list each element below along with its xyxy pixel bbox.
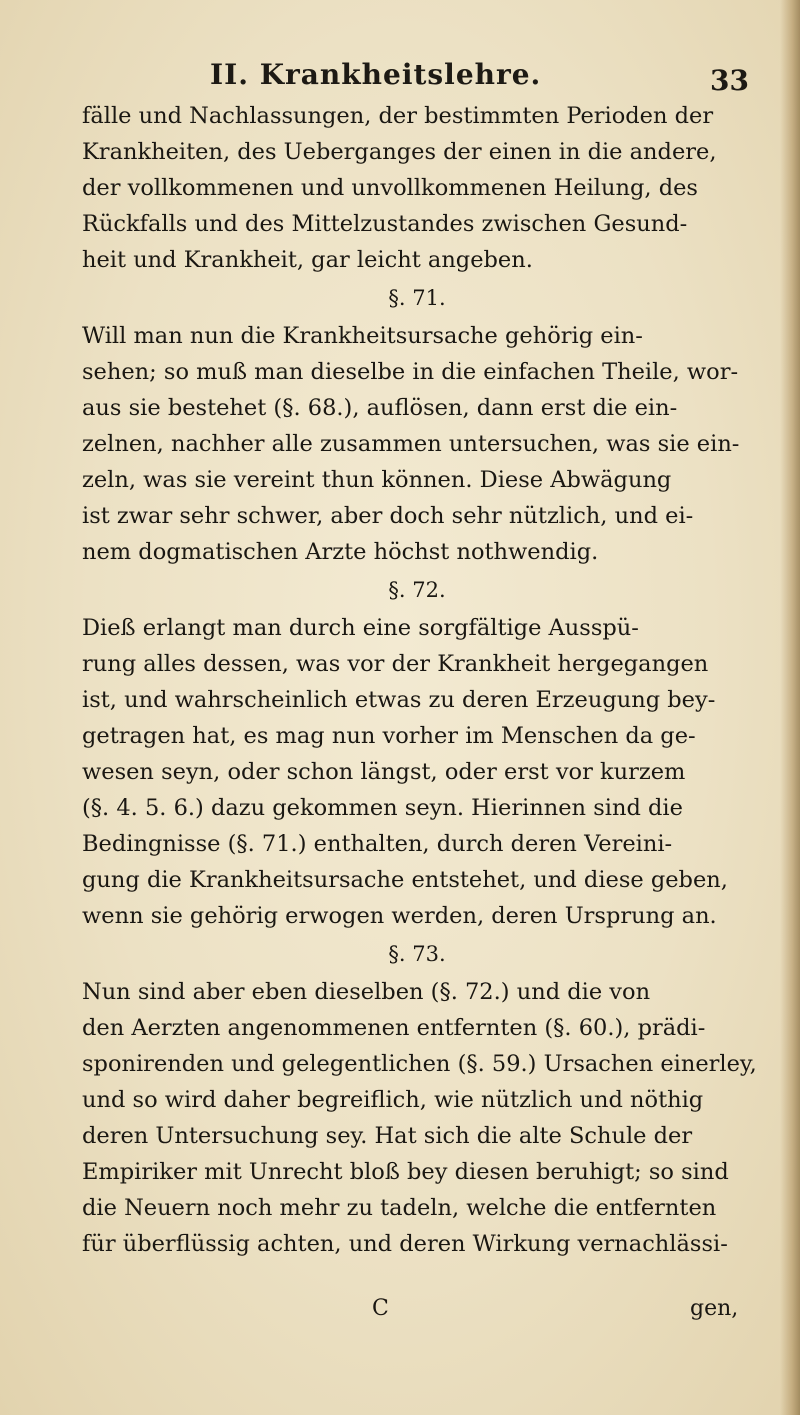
text-line: zeln, was sie vereint thun können. Diese Abwägung [82,467,672,493]
text-line: getragen hat, es mag nun vorher im Menschen da ge- [82,723,696,749]
text-line: (§. 4. 5. 6.) dazu gekommen seyn. Hierinnen sind die [82,795,683,821]
text-line: sehen; so muß man dieselbe in die einfachen Theile, wor- [82,359,739,385]
page-edge-shadow [780,0,800,1415]
text-line: zelnen, nachher alle zusammen untersuchen, was sie ein- [82,431,740,457]
text-line: deren Untersuchung sey. Hat sich die alte Schule der [82,1123,693,1149]
text-line: und so wird daher begreiflich, wie nützlich und nöthig [82,1087,704,1113]
text-line: ist, und wahrscheinlich etwas zu deren Erzeugung bey- [82,687,716,713]
text-line: rung alles dessen, was vor der Krankheit hergegangen [82,651,709,677]
text-line: sponirenden und gelegentlichen (§. 59.) Ursachen einerley, [82,1051,757,1077]
text-line: wenn sie gehörig erwogen werden, deren Ursprung an. [82,903,717,929]
body-text [82,98,782,1262]
text-line: Rückfalls und des Mittelzustandes zwischen Gesund- [82,211,688,237]
text-line: heit und Krankheit, gar leicht angeben. [82,247,533,273]
text-line: aus sie bestehet (§. 68.), auflösen, dann erst die ein- [82,395,678,421]
running-title: II. Krankheitslehre. [210,58,542,91]
text-line: Bedingnisse (§. 71.) enthalten, durch deren Vereini- [82,831,673,857]
section-heading: §. 71. [388,286,446,310]
text-line: ist zwar sehr schwer, aber doch sehr nützlich, und ei- [82,503,694,529]
text-line: gung die Krankheitsursache entstehet, und diese geben, [82,867,728,893]
text-line: die Neuern noch mehr zu tadeln, welche die entfernten [82,1195,717,1221]
text-line: fälle und Nachlassungen, der bestimmten Perioden der [82,103,714,129]
signature-mark: C [372,1296,389,1321]
section-heading: §. 72. [388,578,446,602]
page-number: 33 [710,64,749,97]
section-heading: §. 73. [388,942,446,966]
text-line: Krankheiten, des Ueberganges der einen in die andere, [82,139,717,165]
text-line: für überflüssig achten, und deren Wirkung vernachlässi- [82,1231,728,1257]
text-line: den Aerzten angenommenen entfernten (§. 60.), prädi- [82,1015,706,1041]
text-line: Will man nun die Krankheitsursache gehörig ein- [82,323,643,349]
text-line: Nun sind aber eben dieselben (§. 72.) und die von [82,979,651,1005]
text-line: Empiriker mit Unrecht bloß bey diesen beruhigt; so sind [82,1159,729,1185]
text-line: nem dogmatischen Arzte höchst nothwendig. [82,539,599,565]
text-line: Dieß erlangt man durch eine sorgfältige Ausspü- [82,615,639,641]
text-line: wesen seyn, oder schon längst, oder erst vor kurzem [82,759,686,785]
catchword: gen, [690,1296,739,1321]
text-line: der vollkommenen und unvollkommenen Heilung, des [82,175,698,201]
